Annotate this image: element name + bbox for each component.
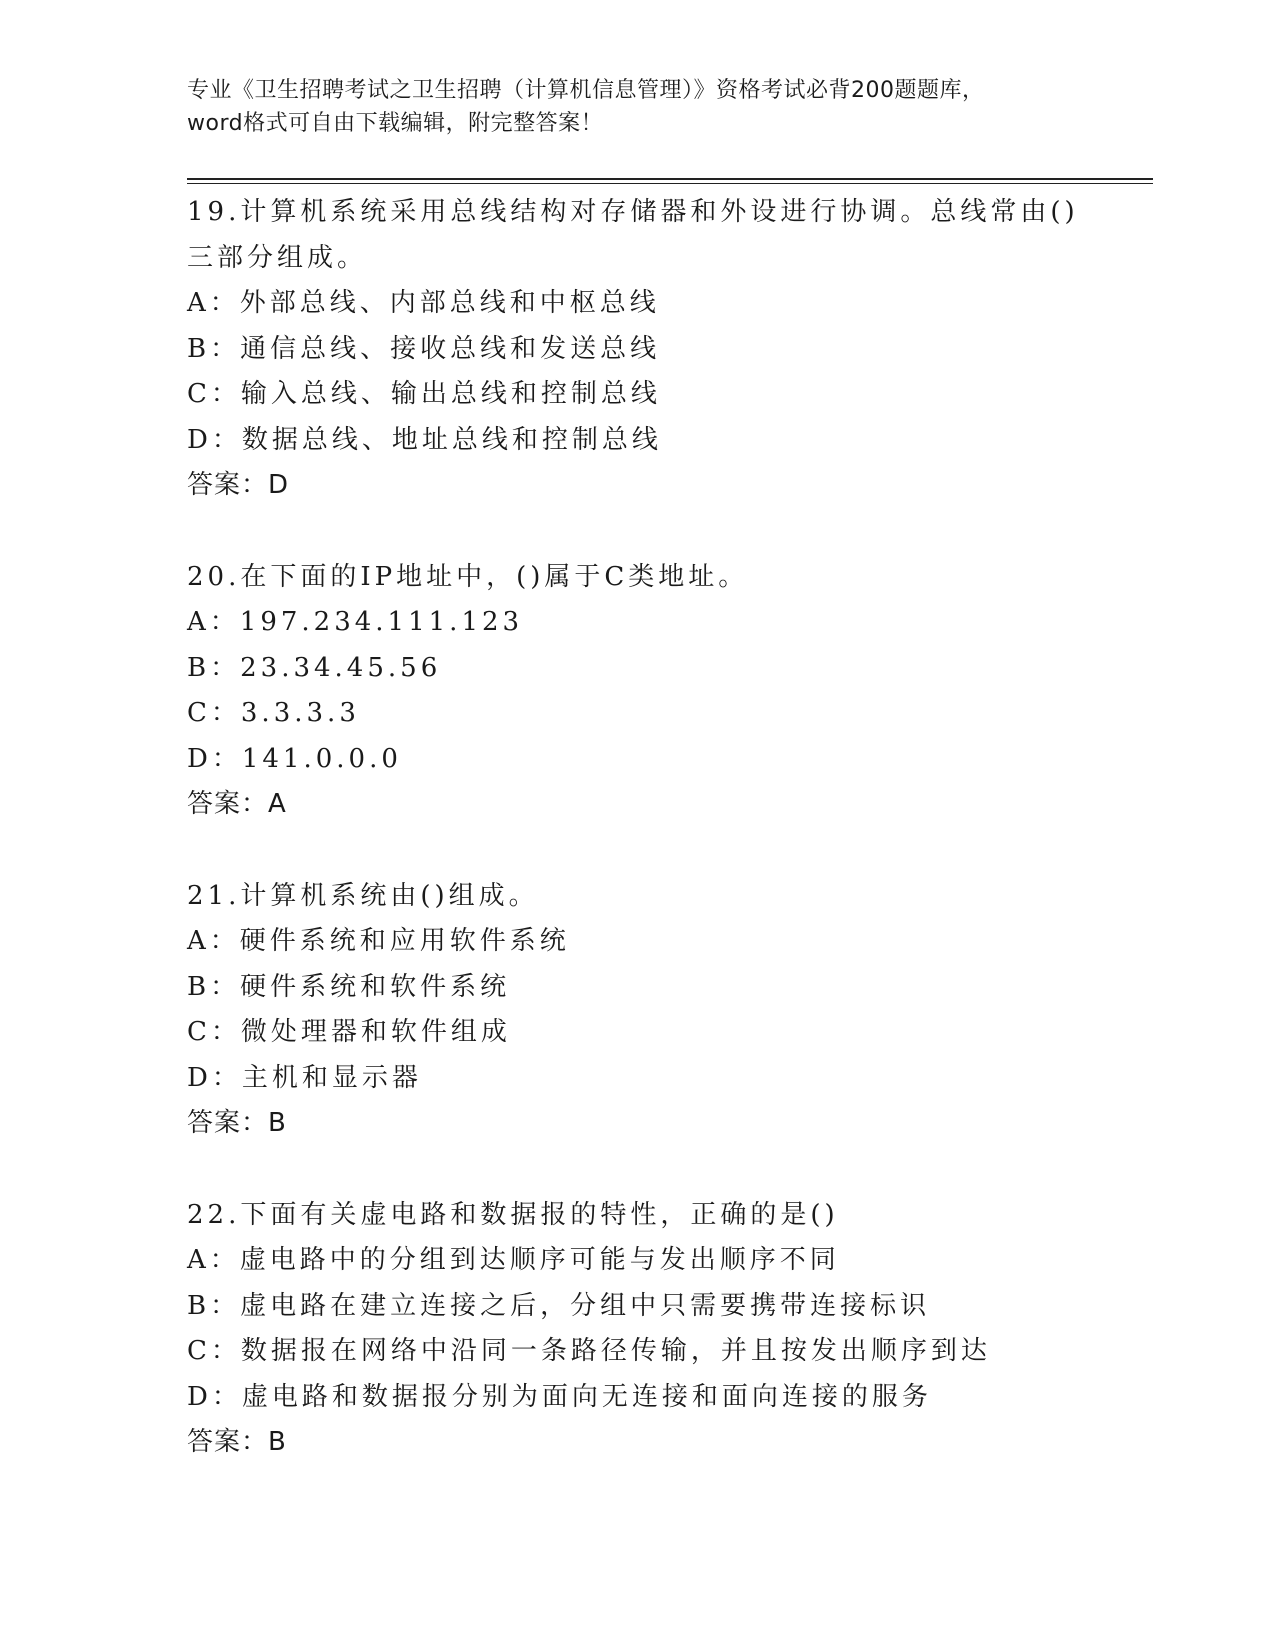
answer-line: 答案：A bbox=[187, 789, 287, 819]
option-b: B：通信总线、接收总线和发送总线 bbox=[187, 333, 661, 364]
question-stem: 20.在下面的IP地址中，()属于C类地址。 bbox=[187, 561, 749, 592]
question-21 bbox=[187, 874, 1087, 1147]
question-20 bbox=[187, 555, 1087, 828]
option-a: A：虚电路中的分组到达顺序可能与发出顺序不同 bbox=[187, 1245, 840, 1275]
option-a: A：外部总线、内部总线和中枢总线 bbox=[187, 288, 660, 318]
option-b: B：23.34.45.56 bbox=[187, 652, 442, 683]
option-a: A：硬件系统和应用软件系统 bbox=[187, 926, 570, 956]
answer-line: 答案：D bbox=[187, 470, 290, 500]
document-header bbox=[187, 74, 1087, 140]
option-d: D：141.0.0.0 bbox=[187, 743, 402, 774]
question-19 bbox=[187, 190, 1087, 509]
option-b: B：虚电路在建立连接之后，分组中只需要携带连接标识 bbox=[187, 1290, 931, 1321]
question-22 bbox=[187, 1193, 1087, 1466]
answer-line: 答案：B bbox=[187, 1108, 287, 1138]
question-stem: 19.计算机系统采用总线结构对存储器和外设进行协调。总线常由()三部分组成。 bbox=[187, 197, 1079, 273]
question-stem: 22.下面有关虚电路和数据报的特性，正确的是() bbox=[187, 1199, 839, 1230]
option-d: D：虚电路和数据报分别为面向无连接和面向连接的服务 bbox=[187, 1381, 932, 1412]
option-b: B：硬件系统和软件系统 bbox=[187, 971, 511, 1002]
header-divider bbox=[187, 178, 1153, 184]
option-c: C：数据报在网络中沿同一条路径传输，并且按发出顺序到达 bbox=[187, 1336, 991, 1366]
answer-line: 答案：B bbox=[187, 1427, 287, 1457]
option-a: A：197.234.111.123 bbox=[187, 607, 524, 637]
header-title-line-2: word格式可自由下载编辑，附完整答案！ bbox=[187, 111, 604, 136]
header-title-line-1: 专业《卫生招聘考试之卫生招聘（计算机信息管理）》资格考试必背200题题库， bbox=[187, 78, 985, 103]
option-d: D：数据总线、地址总线和控制总线 bbox=[187, 424, 662, 455]
question-stem: 21.计算机系统由()组成。 bbox=[187, 880, 539, 911]
option-c: C：微处理器和软件组成 bbox=[187, 1017, 511, 1047]
question-list bbox=[187, 190, 1087, 1512]
option-c: C：输入总线、输出总线和控制总线 bbox=[187, 379, 661, 409]
option-c: C：3.3.3.3 bbox=[187, 698, 360, 728]
option-d: D：主机和显示器 bbox=[187, 1062, 422, 1093]
